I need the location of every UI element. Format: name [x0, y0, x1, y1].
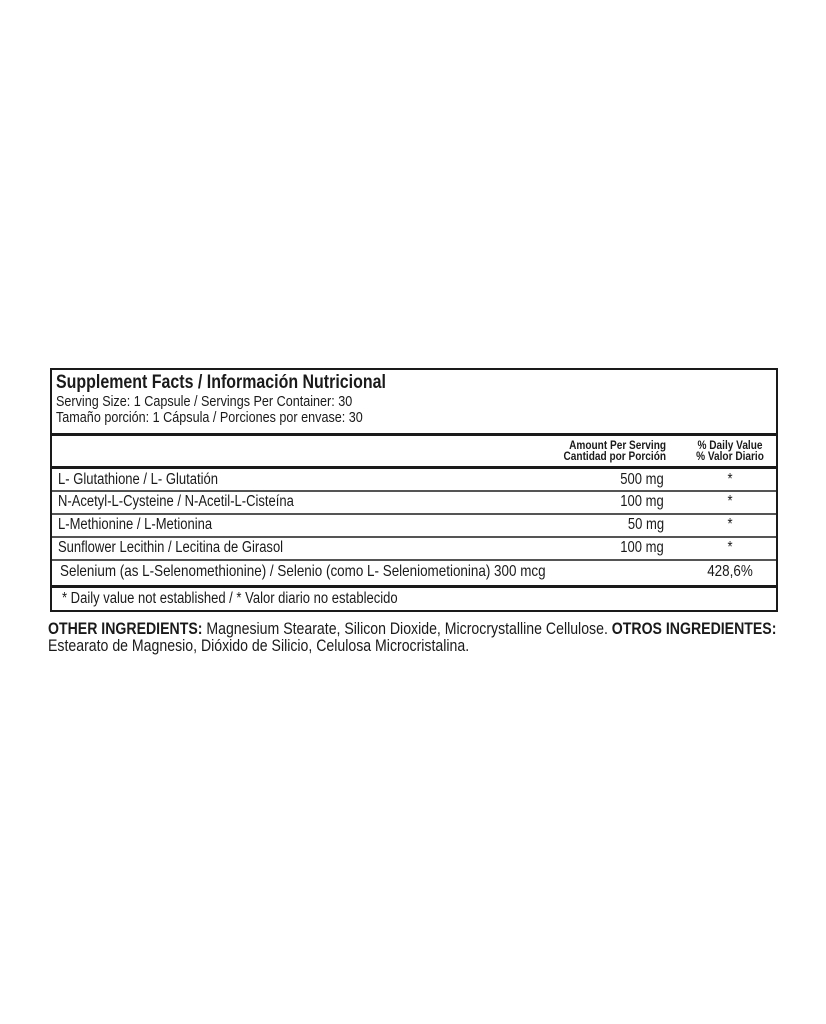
other-ingredients-text-es: Estearato de Magnesio, Dióxido de Silicio, Celulosa Microcristalina. [48, 636, 470, 655]
divider [52, 433, 776, 436]
divider [52, 490, 776, 492]
other-ingredients [48, 620, 778, 654]
header-dv-es: % Valor Diario [696, 449, 764, 463]
ingredient-dv: * [727, 493, 733, 510]
ingredient-amount: 500 mg [620, 471, 664, 488]
supplement-facts-panel [50, 368, 778, 612]
ingredient-amount: 50 mg [627, 516, 664, 533]
ingredient-name: L- Glutathione / L- Glutatión [58, 471, 218, 488]
ingredient-name: L-Methionine / L-Metionina [58, 516, 213, 533]
divider [52, 513, 776, 515]
header-dv [688, 440, 772, 462]
ingredient-amount: 100 mg [620, 493, 664, 510]
divider [52, 585, 776, 588]
ingredient-dv: * [727, 539, 733, 556]
ingredient-name: Selenium (as L-Selenomethionine) / Selenio (como L- Seleniometionina) 300 mcg [60, 563, 546, 580]
divider [52, 466, 776, 469]
serving-size-es: Tamaño porción: 1 Cápsula / Porciones por envase: 30 [56, 409, 363, 426]
header-dv-en: % Daily Value [697, 438, 763, 452]
divider [52, 536, 776, 538]
serving-size-en: Serving Size: 1 Capsule / Servings Per Container: 30 [56, 393, 353, 410]
ingredient-name: N-Acetyl-L-Cysteine / N-Acetil-L-Cisteína [58, 493, 294, 510]
ingredient-dv: * [727, 471, 733, 488]
divider [52, 559, 776, 561]
ingredient-name: Sunflower Lecithin / Lecitina de Girasol [58, 539, 284, 556]
ingredient-amount: 100 mg [620, 539, 664, 556]
footnote: * Daily value not established / * Valor diario no establecido [62, 590, 398, 607]
header-amount-en: Amount Per Serving [569, 438, 666, 452]
panel-title: Supplement Facts / Información Nutricional [56, 372, 386, 393]
header-amount-es: Cantidad por Porción [563, 449, 666, 463]
other-ingredients-text-en: Magnesium Stearate, Silicon Dioxide, Microcrystalline Cellulose. [202, 619, 612, 638]
other-ingredients-label-en: OTHER INGREDIENTS: [48, 619, 203, 638]
other-ingredients-label-es: OTROS INGREDIENTES: [611, 619, 777, 638]
ingredient-dv: 428,6% [707, 563, 753, 580]
ingredient-dv: * [727, 516, 733, 533]
header-amount [564, 440, 666, 462]
